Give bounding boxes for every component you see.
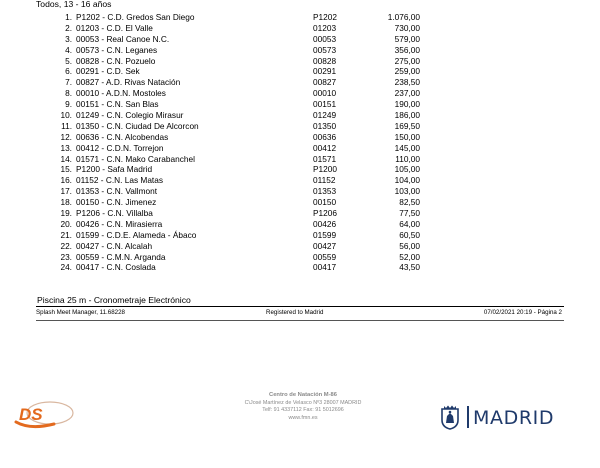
rank-position: 2. — [65, 22, 72, 33]
rank-position: 6. — [65, 66, 72, 77]
club-points: 82,50 — [399, 197, 420, 208]
rank-position: 11. — [61, 120, 72, 131]
ds-logo — [14, 400, 74, 430]
ranking-row — [0, 164, 600, 175]
ranking-row — [0, 45, 600, 56]
ranking-row — [0, 88, 600, 99]
club-name: P1202 - C.D. Gredos San Diego — [76, 12, 195, 22]
club-name: 00010 - A.D.N. Mostoles — [76, 88, 166, 99]
club-points: 259,00 — [394, 66, 420, 77]
madrid-logo — [440, 404, 580, 430]
club-name: 01350 - C.N. Ciudad De Alcorcon — [76, 120, 199, 131]
rank-position: 19. — [60, 208, 72, 219]
club-points: 190,00 — [394, 99, 420, 110]
ranking-row — [0, 262, 600, 273]
club-points: 1.076,00 — [387, 12, 420, 22]
club-code: 00559 — [313, 251, 337, 262]
club-points: 110,00 — [395, 153, 420, 164]
club-name: 01249 - C.N. Colegio Mirasur — [76, 110, 184, 121]
rank-position: 9. — [65, 99, 72, 110]
club-points: 237,00 — [394, 88, 420, 99]
club-code: 00827 — [313, 77, 337, 88]
club-code: 01152 — [313, 175, 336, 186]
footer-registered: Registered to Madrid — [266, 309, 324, 316]
club-name: 00417 - C.N. Coslada — [76, 262, 156, 273]
ds-logo-text: DS — [19, 405, 43, 424]
club-code: 00053 — [313, 33, 337, 44]
club-points: 186,00 — [394, 110, 420, 121]
club-points: 169,50 — [394, 120, 420, 131]
club-code: 01203 — [313, 22, 337, 33]
club-code: P1200 — [313, 164, 337, 175]
ranking-row — [0, 12, 600, 23]
footer-divider-top — [36, 306, 564, 307]
center-title: Centro de Natación M-86 — [269, 392, 337, 398]
madrid-shield-icon — [440, 404, 460, 430]
ranking-row — [0, 99, 600, 110]
rank-position: 5. — [65, 55, 72, 66]
club-code: 01249 — [313, 110, 337, 121]
club-code: 01353 — [313, 186, 337, 197]
rank-position: 18. — [60, 197, 72, 208]
club-name: 00151 - C.N. San Blas — [76, 99, 159, 110]
ranking-list — [0, 12, 600, 273]
ranking-row — [0, 252, 600, 263]
club-name: 00636 - C.N. Alcobendas — [76, 131, 169, 142]
club-name: 00827 - A.D. Rivas Natación — [76, 77, 181, 88]
club-points: 150,00 — [394, 131, 420, 142]
rank-position: 1. — [65, 12, 72, 22]
rank-position: 14. — [60, 153, 72, 164]
club-points: 238,50 — [394, 77, 420, 88]
ranking-row — [0, 208, 600, 219]
club-points: 77,50 — [399, 208, 420, 219]
club-name: P1200 - Safa Madrid — [76, 164, 153, 175]
footer-software: Splash Meet Manager, 11.68228 — [36, 309, 125, 316]
club-code: 00291 — [313, 66, 337, 77]
club-points: 56,00 — [399, 240, 420, 251]
ranking-row — [0, 77, 600, 88]
club-points: 145,00 — [394, 142, 420, 153]
rank-position: 7. — [65, 77, 72, 88]
club-points: 103,00 — [394, 186, 420, 197]
pool-info: Piscina 25 m - Cronometraje Electrónico — [37, 295, 191, 305]
rank-position: 16. — [60, 175, 72, 186]
ranking-row — [0, 197, 600, 208]
club-points: 356,00 — [394, 44, 420, 55]
club-code: 01599 — [313, 229, 337, 240]
club-code: 00426 — [313, 218, 337, 229]
club-points: 105,00 — [394, 164, 420, 175]
club-points: 52,00 — [399, 251, 420, 262]
section-title: Todos, 13 - 16 años — [36, 0, 112, 9]
club-name: P1206 - C.N. Villalba — [76, 208, 153, 219]
club-points: 104,00 — [394, 175, 420, 186]
club-code: 00412 — [313, 142, 337, 153]
club-name: 00559 - C.M.N. Arganda — [76, 251, 166, 262]
ranking-row — [0, 175, 600, 186]
ranking-row — [0, 186, 600, 197]
club-points: 43,50 — [399, 262, 420, 273]
madrid-wordmark: MADRID — [473, 407, 555, 429]
ranking-row — [0, 23, 600, 34]
club-code: 00150 — [313, 197, 337, 208]
club-name: 01599 - C.D.E. Alameda - Ábaco — [76, 229, 197, 240]
club-name: 00828 - C.N. Pozuelo — [76, 55, 156, 66]
club-code: P1206 — [313, 208, 337, 219]
ranking-row — [0, 110, 600, 121]
club-code: P1202 — [313, 12, 337, 22]
club-points: 64,00 — [399, 218, 420, 229]
club-name: 00427 - C.N. Alcalah — [76, 240, 153, 251]
club-code: 00151 — [313, 99, 337, 110]
club-code: 00828 — [313, 55, 337, 66]
rank-position: 24. — [60, 262, 72, 273]
rank-position: 21. — [60, 229, 72, 240]
ranking-row — [0, 121, 600, 132]
center-address: C\José Martínez de Velasco Nº3 28007 MADRID — [244, 399, 362, 406]
rank-position: 15. — [60, 164, 72, 175]
club-code: 00427 — [313, 240, 337, 251]
club-points: 275,00 — [394, 55, 420, 66]
ranking-row — [0, 66, 600, 77]
rank-position: 20. — [60, 218, 72, 229]
ranking-row — [0, 219, 600, 230]
ranking-row — [0, 56, 600, 67]
ranking-row — [0, 143, 600, 154]
club-code: 00573 — [313, 44, 337, 55]
club-name: 00573 - C.N. Leganes — [76, 44, 158, 55]
madrid-divider — [467, 406, 469, 428]
club-points: 579,00 — [394, 33, 420, 44]
footer-divider-bottom — [36, 320, 564, 321]
club-name: 01353 - C.N. Vallmont — [76, 186, 158, 197]
club-name: 00150 - C.N. Jimenez — [76, 197, 157, 208]
club-code: 01350 — [313, 120, 337, 131]
center-phone: Telf: 91 4337112 Fax: 91 5012696 — [262, 407, 344, 414]
rank-position: 23. — [60, 251, 72, 262]
club-code: 00010 — [313, 88, 337, 99]
club-name: 01203 - C.D. El Valle — [76, 22, 153, 33]
club-code: 00417 — [313, 262, 337, 273]
rank-position: 13. — [60, 142, 72, 153]
club-name: 01571 - C.N. Mako Carabanchel — [76, 153, 195, 164]
club-name: 00412 - C.D.N. Torrejon — [76, 142, 164, 153]
ranking-row — [0, 241, 600, 252]
club-name: 00291 - C.D. Sek — [76, 66, 140, 77]
rank-position: 4. — [65, 44, 72, 55]
club-name: 00053 - Real Canoe N.C. — [76, 33, 170, 44]
footer-date-page: 07/02/2021 20:19 - Página 2 — [483, 309, 562, 316]
rank-position: 3. — [65, 33, 72, 44]
club-points: 730,00 — [394, 22, 420, 33]
ranking-row — [0, 34, 600, 45]
ranking-row — [0, 154, 600, 165]
club-name: 00426 - C.N. Mirasierra — [76, 218, 163, 229]
club-code: 00636 — [313, 131, 337, 142]
club-points: 60,50 — [399, 229, 420, 240]
center-web: www.fmn.es — [288, 414, 318, 421]
club-name: 01152 - C.N. Las Matas — [76, 175, 164, 186]
rank-position: 12. — [60, 131, 72, 142]
club-code: 01571 — [313, 153, 337, 164]
rank-position: 8. — [65, 88, 72, 99]
rank-position: 17. — [60, 186, 72, 197]
rank-position: 22. — [60, 240, 72, 251]
rank-position: 10. — [60, 110, 72, 121]
ranking-row — [0, 132, 600, 143]
pool-center-info — [228, 392, 378, 422]
ranking-row — [0, 230, 600, 241]
